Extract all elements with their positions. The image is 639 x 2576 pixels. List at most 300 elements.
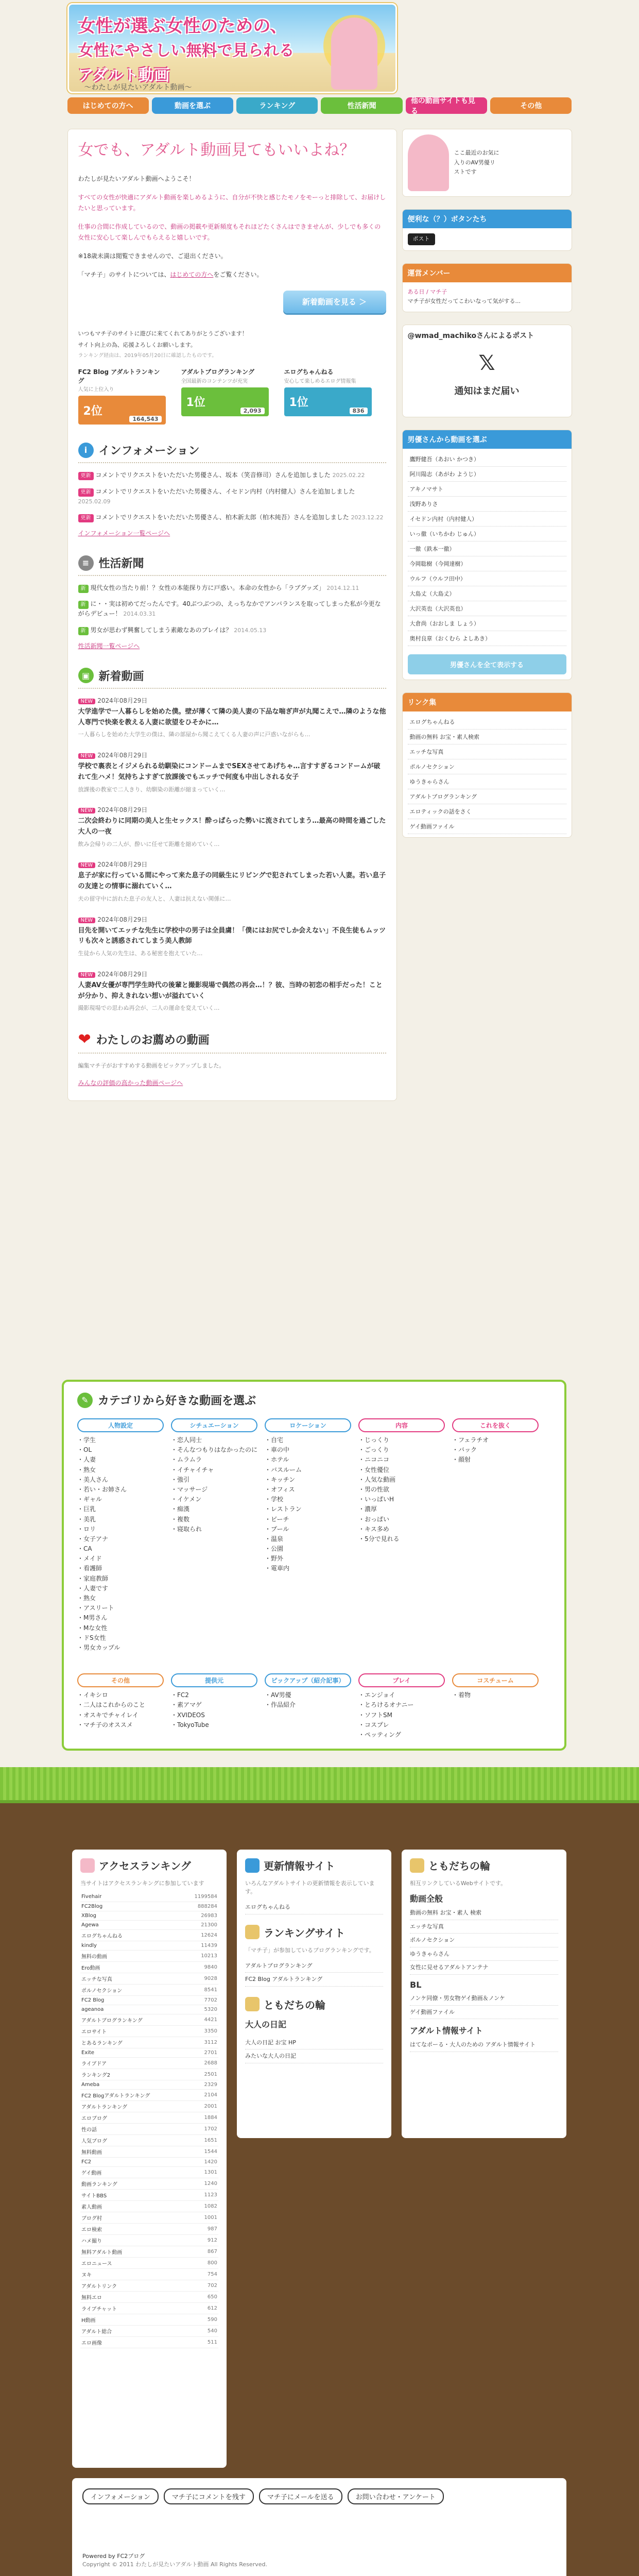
category-item[interactable]: ・キス多め bbox=[358, 1525, 389, 1533]
ranking-box[interactable]: 2位 164,543 bbox=[78, 396, 166, 425]
nav-item[interactable]: はじめての方へ bbox=[67, 97, 149, 114]
access-row[interactable] bbox=[80, 2057, 218, 2069]
access-row[interactable] bbox=[80, 1961, 218, 1973]
actor-link[interactable]: 鷹野健吾（あおい かつき） bbox=[408, 452, 566, 467]
category-column bbox=[358, 1673, 445, 1740]
access-row[interactable] bbox=[80, 2178, 218, 2189]
access-site[interactable]: ライブチャット bbox=[80, 2302, 182, 2314]
category-item[interactable]: ・FC2 bbox=[171, 1691, 189, 1699]
access-row[interactable] bbox=[80, 1920, 218, 1929]
category-item[interactable]: ・コスプレ bbox=[358, 1721, 389, 1728]
category-item[interactable]: ・恋人同士 bbox=[171, 1436, 202, 1444]
category-item[interactable]: ・レストラン bbox=[265, 1505, 302, 1513]
category-item[interactable]: ・ビーチ bbox=[265, 1515, 289, 1523]
category-item[interactable]: ・濃厚 bbox=[358, 1505, 377, 1513]
refresh-icon bbox=[245, 1858, 260, 1873]
nav-item[interactable]: 性活新聞 bbox=[321, 97, 402, 114]
shinbun-date: 2014.03.31 bbox=[123, 611, 156, 618]
access-row[interactable] bbox=[80, 2234, 218, 2246]
access-sub: 当サイトはアクセスランキングに参加しています bbox=[80, 1880, 204, 1887]
access-row[interactable] bbox=[80, 1892, 218, 1902]
category-item[interactable]: ・バック bbox=[452, 1446, 477, 1454]
video-item[interactable] bbox=[78, 970, 386, 1013]
access-site[interactable]: XBlog bbox=[80, 1911, 182, 1920]
nav-item[interactable]: 他の動画サイトも見る bbox=[406, 97, 487, 114]
video-desc: 放課後の教室で二人きり、幼馴染の距離が縮まっていく… bbox=[78, 786, 226, 793]
new-tag: NEW bbox=[78, 918, 96, 923]
category-item[interactable]: ・人気な動画 bbox=[358, 1476, 396, 1483]
access-row[interactable] bbox=[80, 1973, 218, 1984]
category-item[interactable]: ・痴漢 bbox=[171, 1505, 190, 1513]
access-site[interactable]: アダルトブログランキング bbox=[80, 2014, 182, 2025]
category-item[interactable]: ・そんなつもりはなかったのに bbox=[171, 1446, 258, 1454]
shinbun-item[interactable] bbox=[78, 583, 386, 593]
category-item[interactable]: ・ドS女性 bbox=[77, 1634, 106, 1641]
access-count: 7702 bbox=[182, 1995, 218, 2005]
all-actors-button[interactable]: 男優さんを全て表示する bbox=[408, 654, 566, 674]
access-site[interactable]: 無料の動画 bbox=[80, 1950, 182, 1961]
actor-link[interactable]: イセドン内村（内村健人） bbox=[408, 512, 566, 527]
first-time-link[interactable]: はじめての方へ bbox=[170, 270, 214, 278]
access-site[interactable]: アダルトランキング bbox=[80, 2100, 182, 2112]
footer-button[interactable]: インフォメーション bbox=[82, 2488, 159, 2504]
new-tag: NEW bbox=[78, 808, 96, 814]
access-row[interactable] bbox=[80, 2302, 218, 2314]
category-item[interactable]: ・着物 bbox=[452, 1691, 471, 1699]
nav-item[interactable]: 動画を選ぶ bbox=[152, 97, 233, 114]
category-item[interactable]: ・OL bbox=[77, 1446, 92, 1454]
category-item[interactable]: ・顔射 bbox=[452, 1456, 471, 1464]
site-banner[interactable] bbox=[67, 3, 397, 93]
category-item[interactable]: ・女子アナ bbox=[77, 1535, 109, 1543]
intro-p2: 仕事の合間に作成しているので、動画の掲載や更新頻度もそれほどたくさんはできませんが、少しでも多くの女性に安心して楽しんでもらえると嬉しいです。 bbox=[78, 223, 381, 242]
category-item[interactable]: ・寝取られ bbox=[171, 1525, 202, 1533]
ranking-box[interactable]: 1位 836 bbox=[284, 387, 372, 416]
friend-category: 動画全般 bbox=[410, 1894, 443, 1904]
link-item[interactable]: ポルノセクション bbox=[408, 759, 566, 774]
access-row[interactable] bbox=[80, 2223, 218, 2234]
recommend-more-link[interactable]: みんなの評価の高かった動画ページへ bbox=[78, 1079, 183, 1087]
support-note3: ランキング経由は、2019年05月20日に確認したものです。 bbox=[78, 352, 217, 359]
link-item[interactable]: エログちゃんねる bbox=[408, 715, 566, 730]
category-item[interactable]: ・ロリ bbox=[77, 1525, 96, 1533]
access-row[interactable] bbox=[80, 1902, 218, 1911]
friend-link[interactable]: 女性に見せるアダルトアンテナ bbox=[410, 1961, 558, 1975]
staff-name[interactable]: ある日 / マチ子 bbox=[407, 288, 447, 295]
category-item[interactable]: ・メイド bbox=[77, 1555, 102, 1563]
powered-by[interactable]: Powered by FC2ブログ bbox=[82, 2553, 145, 2560]
category-item[interactable]: ・じっくり bbox=[358, 1436, 390, 1444]
access-row[interactable] bbox=[80, 2112, 218, 2123]
ranking-site-link[interactable]: アダルトブログランキング bbox=[245, 1959, 383, 1973]
access-site[interactable]: ageanoa bbox=[80, 2005, 182, 2014]
access-row[interactable] bbox=[80, 1911, 218, 1920]
access-row[interactable] bbox=[80, 2005, 218, 2014]
access-row[interactable] bbox=[80, 2146, 218, 2157]
category-item[interactable]: ・ソフトSM bbox=[358, 1711, 392, 1719]
access-count: 10213 bbox=[182, 1950, 218, 1961]
category-item[interactable]: ・男女カップル bbox=[77, 1643, 120, 1651]
banner-line3: アダルト動画 bbox=[78, 66, 170, 84]
access-row[interactable] bbox=[80, 2123, 218, 2134]
access-site[interactable]: エログちゃんねる bbox=[80, 1929, 182, 1941]
access-count: 540 bbox=[182, 2325, 218, 2336]
new-tag: NEW bbox=[78, 699, 96, 704]
new-videos-button[interactable]: 新着動画を見る ＞ bbox=[283, 291, 386, 313]
category-item[interactable]: ・美人さん bbox=[77, 1476, 109, 1483]
category-item[interactable]: ・M男さん bbox=[77, 1614, 108, 1622]
access-site[interactable]: ゲイ動画 bbox=[80, 2166, 182, 2178]
access-row[interactable] bbox=[80, 2200, 218, 2212]
access-site[interactable]: Fivehair bbox=[80, 1892, 182, 1902]
recommend-title: わたしのお薦めの動画 bbox=[96, 1033, 210, 1047]
category-header: シチュエーション bbox=[171, 1418, 257, 1432]
video-date-text: 2024年08月29日 bbox=[97, 697, 148, 704]
category-item[interactable]: ・バスルーム bbox=[265, 1466, 302, 1473]
actor-link[interactable]: 阿川陽志（あがわ ようじ） bbox=[408, 467, 566, 482]
actor-link[interactable]: 大島丈（大島丈） bbox=[408, 586, 566, 601]
access-row[interactable] bbox=[80, 2291, 218, 2302]
access-ranking-box bbox=[72, 1850, 227, 2468]
link-item[interactable]: ゲイ動画ファイル bbox=[408, 819, 566, 834]
twitter-handle[interactable]: @wmad_machiko bbox=[407, 332, 477, 341]
actor-link[interactable]: 一徹（鉄本一徹） bbox=[408, 541, 566, 556]
access-count: 2104 bbox=[182, 2089, 218, 2100]
category-item[interactable]: ・温泉 bbox=[265, 1535, 284, 1543]
category-item[interactable]: ・おっぱい bbox=[358, 1515, 390, 1523]
tomodachi-title: ともだちの輪 bbox=[428, 1860, 490, 1872]
access-count: 2688 bbox=[182, 2057, 218, 2069]
video-item[interactable] bbox=[78, 696, 386, 739]
access-site[interactable]: 性の話 bbox=[80, 2123, 182, 2134]
category-item[interactable]: ・人妻です bbox=[77, 1584, 109, 1592]
category-item[interactable]: ・キッチン bbox=[265, 1476, 296, 1483]
access-count: 2501 bbox=[182, 2069, 218, 2080]
shinbun-date: 2014.05.13 bbox=[234, 626, 267, 634]
shinbun-more-link[interactable]: 性活新聞一覧ページへ bbox=[78, 642, 140, 650]
access-row[interactable] bbox=[80, 2089, 218, 2100]
video-item[interactable] bbox=[78, 805, 386, 849]
category-item[interactable]: ・ホテル bbox=[265, 1456, 289, 1464]
category-item[interactable]: ・いっぱいH bbox=[358, 1496, 394, 1503]
category-item[interactable]: ・素アマゲ bbox=[171, 1701, 202, 1709]
nav-item[interactable]: ランキング bbox=[236, 97, 318, 114]
category-item[interactable]: ・家庭教師 bbox=[77, 1574, 109, 1582]
access-site[interactable]: H動画 bbox=[80, 2314, 182, 2325]
category-item[interactable]: ・ごっくり bbox=[358, 1446, 389, 1454]
category-item[interactable]: ・CA bbox=[77, 1545, 92, 1553]
category-item[interactable]: ・女性優位 bbox=[358, 1466, 390, 1473]
category-item[interactable]: ・熟女 bbox=[77, 1466, 96, 1473]
access-row[interactable] bbox=[80, 2280, 218, 2291]
friend-link[interactable]: エッチな写真 bbox=[410, 1920, 558, 1934]
video-item[interactable] bbox=[78, 915, 386, 958]
video-title[interactable]: 二次会終わりに同期の美人と生セックス！酔っぱらった勢いに流されてしまう…最高の時間を過ごした大人の一夜 bbox=[78, 817, 386, 836]
actor-link[interactable]: アキノマサト bbox=[408, 482, 566, 497]
ranking-sub: 人気に上位入り bbox=[78, 387, 114, 393]
access-site[interactable]: FC2 bbox=[80, 2157, 182, 2166]
category-item[interactable]: ・イキシロ bbox=[77, 1691, 108, 1699]
category-item[interactable]: ・学校 bbox=[265, 1496, 284, 1503]
category-item[interactable]: ・マッサージ bbox=[171, 1485, 208, 1493]
category-item[interactable]: ・巨乳 bbox=[77, 1505, 96, 1513]
access-site[interactable]: kindly bbox=[80, 1941, 182, 1950]
category-column bbox=[171, 1673, 257, 1740]
info-item[interactable] bbox=[78, 487, 386, 506]
friend-link[interactable]: ポルノセクション bbox=[410, 1934, 558, 1947]
access-row[interactable] bbox=[80, 2100, 218, 2112]
access-row[interactable] bbox=[80, 1995, 218, 2005]
access-row[interactable] bbox=[80, 2014, 218, 2025]
access-row[interactable] bbox=[80, 2189, 218, 2200]
info-item[interactable] bbox=[78, 513, 386, 522]
staff-title: 運営メンバー bbox=[403, 264, 572, 282]
access-site[interactable]: Agewa bbox=[80, 1920, 182, 1929]
friend-link[interactable]: はてなポーる・大人のための アダルト情報サイト bbox=[410, 2038, 558, 2052]
access-row[interactable] bbox=[80, 1984, 218, 1995]
tomodachi-title-2: ともだちの輪 bbox=[264, 1998, 325, 2011]
link-item[interactable]: アダルトブログランキング bbox=[408, 789, 566, 804]
shinbun-text: 現代女性の当たり前！？女性の本能探り方に戸惑い。本命の女性から「ラブグッズ」 bbox=[90, 584, 327, 592]
category-item[interactable]: ・男の性欲 bbox=[358, 1485, 390, 1493]
twitter-notice: 通知はまだ届い bbox=[454, 385, 520, 397]
info-text: コメントでリクエストをいただいた男優さん、坂本（笑音修司）さんを追加しました bbox=[95, 471, 333, 479]
video-item[interactable] bbox=[78, 860, 386, 903]
access-site[interactable]: アダルト総合 bbox=[80, 2325, 182, 2336]
access-site[interactable]: アダルトリンク bbox=[80, 2280, 182, 2291]
links-title: リンク集 bbox=[403, 693, 572, 711]
access-table bbox=[80, 1892, 218, 2348]
shinbun-title: 性活新聞 bbox=[98, 557, 144, 571]
category-item[interactable]: ・AV男優 bbox=[265, 1691, 291, 1699]
access-site[interactable]: 人気ブログ bbox=[80, 2134, 182, 2146]
category-item[interactable]: ・XVIDEOS bbox=[171, 1711, 205, 1719]
access-count: 1199584 bbox=[182, 1892, 218, 1902]
video-title[interactable]: 学校で裏表とイジメられる幼馴染にコンドームまでSEXさせてあげちゃ…言すすぎるコンドームが破れて生ハメ！気持ちよすぎて放課後でもエッチで何度も中出しされる女子 bbox=[78, 762, 381, 781]
access-site[interactable]: エロブログ bbox=[80, 2112, 182, 2123]
category-item[interactable]: ・Mな女性 bbox=[77, 1624, 108, 1632]
category-item[interactable]: ・プール bbox=[265, 1525, 289, 1533]
category-item[interactable]: ・美乳 bbox=[77, 1515, 96, 1523]
category-item[interactable]: ・二人はこれからのこと bbox=[77, 1701, 146, 1709]
shinbun-tag: 新 bbox=[78, 585, 89, 593]
adult-diary-link[interactable]: 大人の日記 お宝 HP bbox=[245, 2036, 383, 2050]
adult-diary-link[interactable]: みたいな大人の日記 bbox=[245, 2049, 383, 2063]
access-row[interactable] bbox=[80, 2134, 218, 2146]
category-item[interactable]: ・マチ子のオススメ bbox=[77, 1721, 133, 1728]
ranking-title: ランキングサイト bbox=[264, 1926, 345, 1939]
access-site[interactable]: ランキング2 bbox=[80, 2069, 182, 2080]
actor-link[interactable]: いっ徹（いちかわ じゅん） bbox=[408, 527, 566, 541]
category-item[interactable]: ・車の中 bbox=[265, 1446, 290, 1454]
category-item[interactable]: ・イケメン bbox=[171, 1496, 202, 1503]
access-row[interactable] bbox=[80, 2080, 218, 2089]
access-count: 912 bbox=[182, 2234, 218, 2246]
access-count: 1702 bbox=[182, 2123, 218, 2134]
access-row[interactable] bbox=[80, 1941, 218, 1950]
banner-subtitle: 〜わたしが見たいアダルト動画〜 bbox=[84, 83, 192, 92]
category-item[interactable]: ・オスキでチャイレイ bbox=[77, 1711, 139, 1719]
update-sites-box bbox=[237, 1850, 391, 2138]
friend-link[interactable]: ゲイ動画ファイル bbox=[410, 2006, 558, 2020]
access-row[interactable] bbox=[80, 2037, 218, 2048]
access-site[interactable]: サイトBBS bbox=[80, 2189, 182, 2200]
category-column bbox=[452, 1418, 539, 1653]
info-title: インフォメーション bbox=[98, 445, 200, 458]
access-site[interactable]: エロサイト bbox=[80, 2025, 182, 2037]
actor-link[interactable]: 今岡聡樹（今岡達樹） bbox=[408, 556, 566, 571]
shinbun-item[interactable] bbox=[78, 599, 386, 619]
access-site[interactable]: エロニュース bbox=[80, 2257, 182, 2268]
ranking-count: 2,093 bbox=[240, 408, 265, 414]
info-date: 2025.02.22 bbox=[332, 472, 365, 479]
category-item[interactable]: ・エンジョイ bbox=[358, 1691, 395, 1699]
footer-button[interactable]: マチ子にコメントを残す bbox=[164, 2488, 254, 2504]
category-item[interactable]: ・熟女 bbox=[77, 1595, 96, 1602]
intro-p1: すべての女性が快適にアダルト動画を楽しめるように、自分が不快と感じたモノをモーっと排除して、お届けしたいと思っています。 bbox=[78, 193, 386, 212]
ranking-badge[interactable] bbox=[284, 368, 372, 425]
link-item[interactable]: エロティックの話をさく bbox=[408, 804, 566, 819]
access-row[interactable] bbox=[80, 2246, 218, 2257]
access-row[interactable] bbox=[80, 2025, 218, 2037]
access-site[interactable]: FC2 Blogアダルトランキング bbox=[80, 2089, 182, 2100]
actor-link[interactable]: 大倉尚（おおしま しょう） bbox=[408, 616, 566, 631]
intro-card bbox=[67, 129, 397, 1101]
access-site[interactable]: ヌキ bbox=[80, 2268, 182, 2280]
video-desc: 一人暮らしを始めた大学生の僕は、隣の部屋から聞こえてくる人妻の声に戸惑いながらも… bbox=[78, 731, 310, 738]
category-header: 提供元 bbox=[171, 1673, 257, 1687]
access-site[interactable]: 無料アダルト動画 bbox=[80, 2246, 182, 2257]
category-item[interactable]: ・学生 bbox=[77, 1436, 96, 1444]
category-item[interactable]: ・複数 bbox=[171, 1515, 190, 1523]
access-row[interactable] bbox=[80, 2069, 218, 2080]
category-item[interactable]: ・ギャル bbox=[77, 1496, 102, 1503]
access-site[interactable]: ライブドア bbox=[80, 2057, 182, 2069]
category-item[interactable]: ・看護師 bbox=[77, 1565, 102, 1572]
category-item[interactable]: ・作品紹介 bbox=[265, 1701, 296, 1709]
access-count: 2001 bbox=[182, 2100, 218, 2112]
staff-box bbox=[402, 263, 572, 312]
category-item[interactable]: ・フェラチオ bbox=[452, 1436, 489, 1444]
link-item[interactable]: エッチな写真 bbox=[408, 744, 566, 759]
category-item[interactable]: ・若い・お姉さん bbox=[77, 1485, 127, 1493]
access-row[interactable] bbox=[80, 2325, 218, 2336]
category-item[interactable]: ・5分で見れる bbox=[358, 1535, 400, 1543]
category-item[interactable]: ・ペッティング bbox=[358, 1731, 401, 1738]
access-site[interactable]: FC2Blog bbox=[80, 1902, 182, 1911]
category-item[interactable]: ・ムラムラ bbox=[171, 1456, 202, 1464]
shinbun-item[interactable] bbox=[78, 625, 386, 635]
access-row[interactable] bbox=[80, 2157, 218, 2166]
info-tag: 更新 bbox=[78, 488, 94, 497]
friend-link[interactable]: 動画の無料 お宝・素人 検索 bbox=[410, 1906, 558, 1920]
category-item[interactable]: ・イチャイチャ bbox=[171, 1466, 214, 1473]
footer-button[interactable]: お問い合わせ・アンケート bbox=[348, 2488, 444, 2504]
access-site[interactable]: ハメ撮り bbox=[80, 2234, 182, 2246]
category-item[interactable]: ・公園 bbox=[265, 1545, 284, 1553]
category-item[interactable]: ・アスリート bbox=[77, 1604, 114, 1612]
category-column bbox=[358, 1418, 445, 1653]
access-site[interactable]: 無料動画 bbox=[80, 2146, 182, 2157]
category-item[interactable]: ・野外 bbox=[265, 1555, 284, 1563]
video-title[interactable]: 人妻AV女優が専門学生時代の後輩と撮影現場で偶然の再会…！？彼、当時の初恋の相手だった！ことが分かり、抑えきれない想いが溢れていく bbox=[78, 981, 383, 1000]
access-row[interactable] bbox=[80, 2257, 218, 2268]
category-item[interactable]: ・ニコニコ bbox=[358, 1456, 390, 1464]
access-site[interactable]: エロ検索 bbox=[80, 2223, 182, 2234]
category-item[interactable]: ・人妻 bbox=[77, 1456, 96, 1464]
access-site[interactable]: Exite bbox=[80, 2048, 182, 2057]
info-more-link[interactable]: インフォメーション一覧ページへ bbox=[78, 530, 170, 537]
access-site[interactable]: FC2 Blog bbox=[80, 1995, 182, 2005]
friend-category: BL bbox=[410, 1979, 422, 1990]
video-title[interactable]: 大学進学で一人暮らしを始めた僕。壁が薄くて隣の美人妻の下品な喘ぎ声が丸聞こえで…隣のような他人専門で快楽を教える人妻に欲望をひそかに… bbox=[78, 707, 386, 726]
access-count: 4421 bbox=[182, 2014, 218, 2025]
ranking-box[interactable]: 1位 2,093 bbox=[181, 387, 269, 416]
access-site[interactable]: 動画ランキング bbox=[80, 2178, 182, 2189]
video-date bbox=[78, 915, 386, 924]
ranking-count: 164,543 bbox=[129, 416, 161, 422]
link-item[interactable]: ゆうきゃらさん bbox=[408, 774, 566, 789]
ranking-sub: 全国最新のコンテンツが充実 bbox=[181, 378, 248, 384]
actor-link[interactable]: ウルフ（ウルフ田中） bbox=[408, 571, 566, 586]
actor-link[interactable]: 奥村良章（おくむら よしあき） bbox=[408, 631, 566, 646]
access-row[interactable] bbox=[80, 1950, 218, 1961]
access-site[interactable]: とあるランキング bbox=[80, 2037, 182, 2048]
access-row[interactable] bbox=[80, 2212, 218, 2223]
access-row[interactable] bbox=[80, 2336, 218, 2348]
category-item[interactable]: ・オフィス bbox=[265, 1485, 295, 1493]
link-item[interactable]: 動画の無料 お宝・素人検索 bbox=[408, 730, 566, 744]
access-row[interactable] bbox=[80, 1929, 218, 1941]
ranking-badge[interactable] bbox=[181, 368, 269, 425]
access-row[interactable] bbox=[80, 2166, 218, 2178]
access-site[interactable]: エロ画像 bbox=[80, 2336, 182, 2348]
video-title[interactable]: 息子が家に行っている間にやって来た息子の同級生にリビングで犯されてしまった若い人妻。若い息子の友達との情事に溺れていく… bbox=[78, 872, 386, 891]
friend-link[interactable]: ゆうきゃらさん bbox=[410, 1947, 558, 1961]
ranking-count: 836 bbox=[350, 408, 368, 414]
access-site[interactable]: ブログ村 bbox=[80, 2212, 182, 2223]
ranking-site-link[interactable]: FC2 Blog アダルトランキング bbox=[245, 1973, 383, 1987]
access-site[interactable]: 無料エロ bbox=[80, 2291, 182, 2302]
category-item[interactable]: ・とろけるオナニー bbox=[358, 1701, 414, 1709]
update-site-link[interactable]: エログちゃんねる bbox=[245, 1901, 383, 1914]
access-row[interactable] bbox=[80, 2314, 218, 2325]
tweet-button[interactable]: ポスト bbox=[408, 233, 435, 245]
friend-link[interactable]: ノンケ同僚・男女物ゲイ動画＆ノンケ bbox=[410, 1992, 558, 2006]
access-site[interactable]: ポルノセクション bbox=[80, 1984, 182, 1995]
ranking-badge[interactable] bbox=[78, 368, 166, 425]
category-item[interactable]: ・TokyoTube bbox=[171, 1721, 209, 1728]
category-item[interactable]: ・強引 bbox=[171, 1476, 190, 1483]
access-site[interactable]: Ero動画 bbox=[80, 1961, 182, 1973]
access-site[interactable]: エッチな写真 bbox=[80, 1973, 182, 1984]
video-title[interactable]: 目先を開いてエッチな先生に学校中の男子は全員虜！「僕にはお尻でしか会えない」不良生徒もムッツリも次々と誘惑されてしまう美人教師 bbox=[78, 926, 386, 945]
access-row[interactable] bbox=[80, 2268, 218, 2280]
access-row[interactable] bbox=[80, 2048, 218, 2057]
video-item[interactable] bbox=[78, 751, 386, 794]
category-item[interactable]: ・自宅 bbox=[265, 1436, 284, 1444]
nav-item[interactable]: その他 bbox=[490, 97, 572, 114]
actor-link[interactable]: 浅野ありさ bbox=[408, 497, 566, 512]
footer-button[interactable]: マチ子にメールを送る bbox=[259, 2488, 342, 2504]
access-count: 511 bbox=[182, 2336, 218, 2348]
access-site[interactable]: 素人動画 bbox=[80, 2200, 182, 2212]
recommend-section bbox=[78, 1030, 386, 1087]
info-item[interactable] bbox=[78, 470, 386, 480]
actor-link[interactable]: 大沢英也（大沢英也） bbox=[408, 601, 566, 616]
category-item[interactable]: ・電車内 bbox=[265, 1565, 290, 1572]
access-site[interactable]: Ameba bbox=[80, 2080, 182, 2089]
